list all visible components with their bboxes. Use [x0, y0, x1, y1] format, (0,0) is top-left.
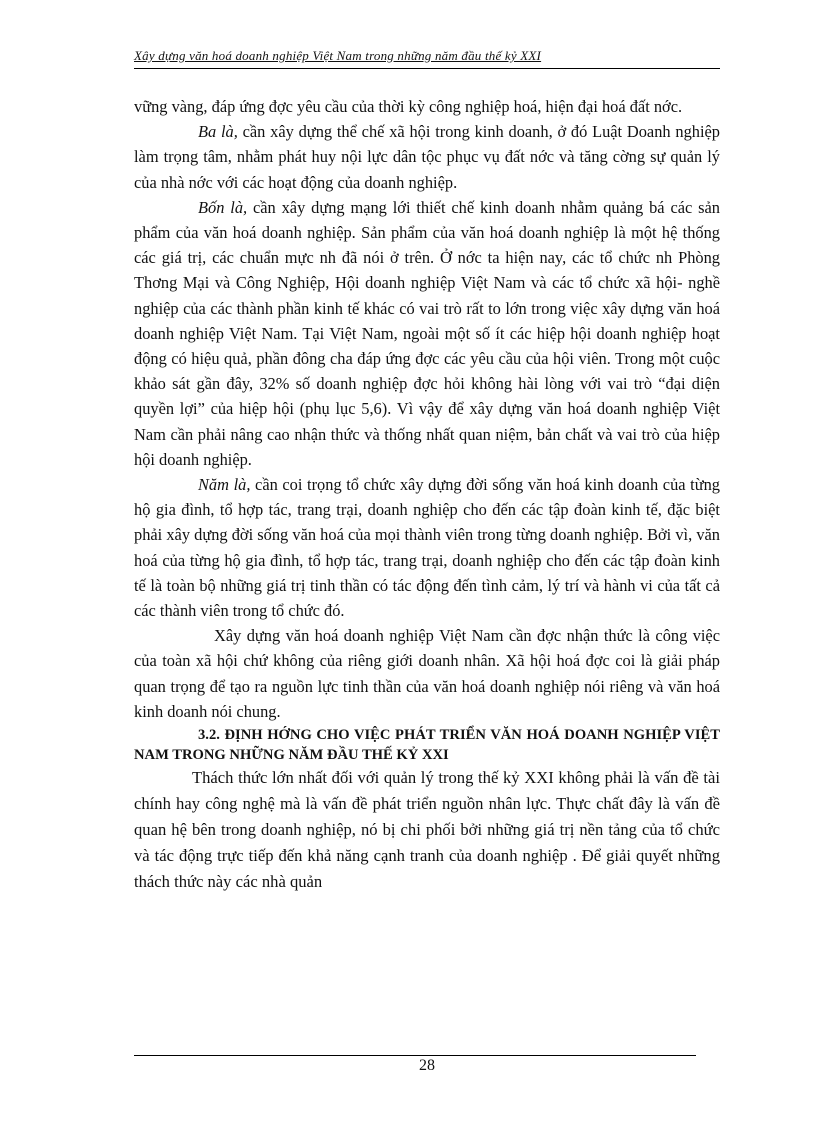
paragraph-nam-la	[134, 472, 720, 623]
paragraph-lead: Ba là,	[198, 122, 238, 142]
paragraph-lead: Bốn là,	[198, 197, 248, 217]
paragraph-bon-la	[134, 195, 720, 472]
page-header	[134, 46, 720, 69]
paragraph-text: cần xây dựng mạng lới thiết chế kinh doanh nhằm quảng bá các sản phẩm của văn hoá doanh nghiệp. Sản phẩm của văn hoá doanh nghiệp là một hệ thống các giá trị, các chuẩn mực nh đã nói ở trên. Ở nớc ta hiện nay, các tổ chức nh Phòng Thơng Mại và Công Nghiệp, Hội doanh nghiệp Việt Nam và các tổ chức xã hội- nghề nghiệp của các thành phần kinh tế khác có vai trò rất to lớn trong việc xây dựng văn hoá doanh nghiệp Việt Nam. Tại Việt Nam, ngoài một số ít các hiệp hội doanh nghiệp hoạt động có hiệu quả, phần đông cha đáp ứng đợc các yêu cầu của hội viên. Trong một cuộc khảo sát gần đây, 32% số doanh nghiệp đợc hỏi không hài lòng với vai trò “đại diện quyền lợi” của hiệp hội (phụ lục 5,6). Vì vậy để xây dựng văn hoá doanh nghiệp Việt Nam cần phải nâng cao nhận thức và thống nhất quan niệm, bản chất và vai trò của hiệp hội doanh nghiệp.	[134, 197, 720, 469]
paragraph-text: cần coi trọng tổ chức xây dựng đời sống văn hoá kinh doanh của từng hộ gia đình, tổ hợp tác, trang trại, doanh nghiệp cho đến các tập đoàn kinh tế, đặc biệt phải xây dựng đời sống văn hoá của mọi thành viên trong từng doanh nghiệp. Bởi vì, văn hoá của từng hộ gia đình, tổ hợp tác, trang trại, doanh nghiệp cho đến các tập đoàn kinh tế là toàn bộ những giá trị tinh thần có tác động đến tình cảm, lý trí và hành vi của tất cả các thành viên trong tổ chức đó.	[134, 475, 720, 621]
paragraph-thach-thuc: Thách thức lớn nhất đối với quản lý trong thế kỷ XXI không phải là vấn đề tài chính hay công nghệ mà là vấn đề phát triển nguồn nhân lực. Thực chất đây là vấn đề quan hệ bên trong doanh nghiệp, nó bị chi phối bởi những giá trị nền tảng của tổ chức và tác động trực tiếp đến khả năng cạnh tranh của doanh nghiệp . Để giải quyết những thách thức này các nhà quản	[134, 768, 720, 892]
paragraph-ba-la	[134, 119, 720, 195]
running-title: Xây dựng văn hoá doanh nghiệp Việt Nam trong những năm đầu thế kỷ XXI	[134, 48, 542, 63]
paragraph-text: cần xây dựng thể chế xã hội trong kinh doanh, ở đó Luật Doanh nghiệp làm trọng tâm, nhằm phát huy nội lực dân tộc phục vụ đất nớc và tăng cờng sự quản lý của nhà nớc với các hoạt động của doanh nghiệp.	[134, 122, 720, 192]
page-number: 28	[419, 1057, 435, 1074]
paragraph-continuation: vững vàng, đáp ứng đợc yêu cầu của thời kỳ công nghiệp hoá, hiện đại hoá đất nớc.	[134, 97, 683, 116]
paragraph-xa-hoi-hoa: Xây dựng văn hoá doanh nghiệp Việt Nam cần đợc nhận thức là công việc của toàn xã hội chứ không của riêng giới doanh nhân. Xã hội hoá đợc coi là giải pháp quan trọng để tạo ra nguồn lực tinh thần của văn hoá doanh nghiệp nói riêng và văn hoá kinh doanh nói chung.	[134, 626, 720, 721]
paragraph-lead: Năm là,	[198, 475, 251, 495]
section-heading: 3.2. ĐỊNH HỚNG CHO VIỆC PHÁT TRIỂN VĂN HOÁ DOANH NGHIỆP VIỆT NAM TRONG NHỮNG NĂM ĐẦU THẾ KỶ XXI	[134, 727, 720, 763]
footer-rule	[134, 1055, 696, 1056]
document-body	[134, 94, 720, 895]
